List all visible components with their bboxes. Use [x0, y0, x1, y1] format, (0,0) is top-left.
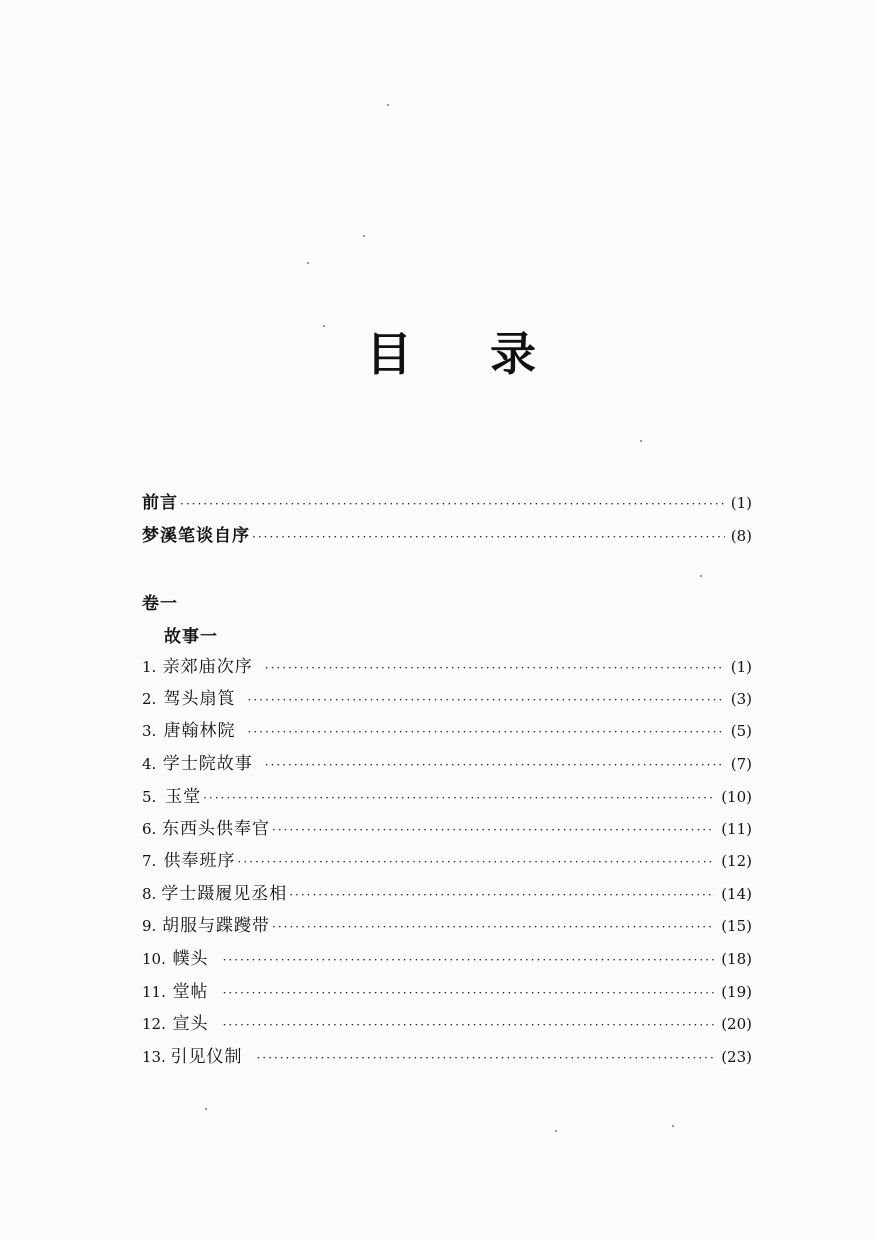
toc-leader-dots — [265, 656, 725, 680]
toc-entry[interactable] — [142, 980, 752, 1004]
toc-entry-page: (1) — [730, 494, 752, 512]
toc-entry-page: (23) — [721, 1048, 752, 1066]
toc-entry-number: 10. — [142, 950, 166, 968]
toc-entry-label: 东西头供奉官 — [162, 819, 270, 839]
toc-entry-page: (3) — [730, 690, 752, 708]
toc-entry-number: 1. — [142, 658, 157, 676]
scan-speck — [672, 1125, 674, 1127]
toc-entry-number: 13. — [142, 1048, 166, 1066]
scan-speck — [387, 104, 389, 106]
title-char-1: 目 — [366, 327, 412, 381]
toc-entry[interactable] — [142, 817, 752, 841]
volume-heading: 卷一 — [142, 594, 178, 614]
toc-entry-label: 供奉班序 — [163, 851, 236, 871]
toc-entry-label: 驾头扇筤 — [163, 689, 236, 709]
scan-speck — [640, 440, 642, 442]
toc-entry-author-preface[interactable] — [142, 524, 752, 548]
toc-entry-label: 前言 — [142, 493, 178, 513]
toc-leader-dots — [248, 720, 725, 744]
toc-leader-dots — [256, 1046, 715, 1070]
toc-entry-page: (12) — [721, 852, 752, 870]
toc-entry-number: 7. — [142, 852, 157, 870]
scan-speck — [363, 235, 365, 237]
toc-entry-label: 学士院故事 — [162, 754, 253, 774]
toc-entry-page: (10) — [721, 788, 752, 806]
toc-leader-dots — [272, 915, 715, 939]
toc-leader-dots — [223, 1013, 716, 1037]
toc-entry[interactable] — [142, 785, 752, 809]
toc-entry[interactable] — [142, 719, 752, 743]
toc-entry[interactable] — [142, 1012, 752, 1036]
toc-entry[interactable] — [142, 849, 752, 873]
toc-entry-number: 2. — [142, 690, 157, 708]
toc-leader-dots — [238, 850, 716, 874]
toc-entry-label: 唐翰林院 — [163, 721, 236, 741]
toc-entry[interactable] — [142, 1045, 752, 1069]
toc-entry-page: (15) — [721, 917, 752, 935]
toc-entry-page: (1) — [730, 658, 752, 676]
section-heading: 故事一 — [164, 627, 218, 647]
toc-entry-preface[interactable] — [142, 491, 752, 515]
toc-leader-dots — [180, 492, 725, 516]
toc-entry[interactable] — [142, 687, 752, 711]
toc-leader-dots — [272, 818, 715, 842]
toc-entry[interactable] — [142, 947, 752, 971]
toc-entry-label: 幞头 — [172, 949, 209, 969]
toc-leader-dots — [223, 948, 716, 972]
toc-entry-page: (19) — [721, 983, 752, 1001]
toc-entry-page: (11) — [721, 820, 752, 838]
toc-entry-label: 亲郊庙次序 — [162, 657, 253, 677]
toc-entry-page: (18) — [721, 950, 752, 968]
toc-leader-dots — [248, 688, 725, 712]
page-title — [0, 326, 875, 386]
toc-entry-number: 5. — [142, 788, 157, 806]
toc-entry-number: 3. — [142, 722, 157, 740]
scan-speck — [323, 325, 325, 327]
toc-entry-label: 梦溪笔谈自序 — [142, 526, 250, 546]
toc-entry[interactable] — [142, 752, 752, 776]
toc-entry-number: 12. — [142, 1015, 166, 1033]
toc-entry-label: 宣头 — [172, 1014, 209, 1034]
scan-speck — [307, 262, 309, 264]
toc-entry-number: 9. — [142, 917, 157, 935]
toc-leader-dots — [223, 981, 716, 1005]
toc-entry-number: 6. — [142, 820, 157, 838]
toc-entry[interactable] — [142, 914, 752, 938]
toc-entry-label: 学士蹑履见丞相 — [161, 884, 288, 904]
toc-leader-dots — [203, 786, 715, 810]
toc-entry-page: (14) — [721, 885, 752, 903]
toc-entry-label: 引见仪制 — [170, 1047, 243, 1067]
toc-entry-label: 玉堂 — [165, 787, 202, 807]
toc-leader-dots — [252, 525, 725, 549]
toc-entry-page: (7) — [730, 755, 752, 773]
toc-entry-number: 11. — [142, 983, 166, 1001]
toc-entry-page: (20) — [721, 1015, 752, 1033]
toc-entry[interactable] — [142, 655, 752, 679]
toc-entry-page: (8) — [730, 527, 752, 545]
scan-speck — [555, 1130, 557, 1132]
toc-entry-label: 胡服与蹀躞带 — [162, 916, 270, 936]
toc-entry-number: 4. — [142, 755, 157, 773]
scan-speck — [205, 1108, 207, 1110]
title-char-2: 录 — [490, 327, 536, 381]
toc-entry-page: (5) — [730, 722, 752, 740]
scan-speck — [700, 575, 702, 577]
toc-entry-label: 堂帖 — [172, 982, 209, 1002]
toc-leader-dots — [289, 883, 715, 907]
toc-entry-number: 8. — [142, 885, 157, 903]
toc-entry[interactable] — [142, 882, 752, 906]
toc-leader-dots — [265, 753, 725, 777]
